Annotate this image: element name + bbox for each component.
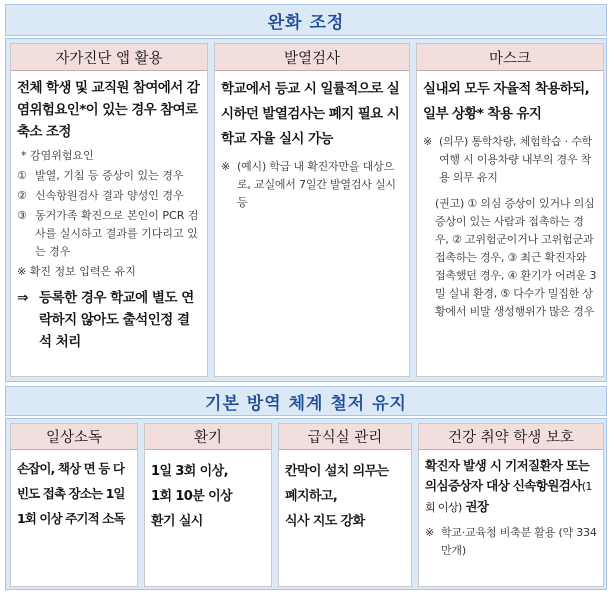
note-text: ※ 확진 정보 입력은 유지 bbox=[17, 265, 136, 278]
card-header: 마스크 bbox=[417, 44, 603, 71]
lead-text: 실내외 모두 자율적 착용하되, 일부 상황* 착용 유지 bbox=[423, 81, 590, 122]
lead-small: (1회 이상) bbox=[425, 480, 592, 514]
section-panel-relief bbox=[5, 38, 607, 382]
lead-part: 확진자 발생 시 기저질환자 또는 의심증상자 대상 신속항원검사 bbox=[425, 458, 590, 493]
item-marker: ① bbox=[17, 169, 27, 182]
item-text: 동거가족 확진으로 본인이 PCR 검사를 실시하고 결과를 기다리고 있는 경우 bbox=[35, 209, 199, 258]
note-marker: ※ bbox=[221, 160, 231, 173]
card-mask bbox=[416, 43, 604, 377]
body-line: 환기 실시 bbox=[151, 514, 203, 529]
card-header: 자가진단 앱 활용 bbox=[11, 44, 207, 71]
card-header: 환기 bbox=[145, 424, 271, 450]
note-text: (의무) 통학차량, 체험학습 · 수학여행 시 이용차량 내부의 경우 착용 의무 유지 bbox=[439, 135, 593, 184]
arrow-icon: ⇒ bbox=[17, 290, 28, 306]
section-panel-basic-quarantine bbox=[5, 418, 607, 590]
list-item bbox=[17, 207, 201, 261]
card-fever-check bbox=[214, 43, 410, 377]
item-text: 신속항원검사 결과 양성인 경우 bbox=[35, 189, 184, 202]
lead-part: 권장 bbox=[461, 499, 489, 514]
recommendation-text: (권고) ① 의심 증상이 있거나 의심 증상이 있는 사람과 접촉하는 경우, ② 고위험군이거나 고위험군과 접촉하는 경우, ③ 최근 확진자와 접촉했던 경우, ④ 환기가 어려운 3밀 실내 환경, ⑤ 다수가 밀집한 상황에서 비말 생성행위가 많은 경우 bbox=[435, 197, 597, 318]
conclusion-row bbox=[17, 287, 201, 353]
note-text: 학교·교육청 비축분 활용 (약 334만개) bbox=[441, 526, 597, 557]
lead-text bbox=[425, 456, 597, 518]
note-row bbox=[425, 524, 597, 560]
card-daily-disinfection bbox=[10, 423, 138, 587]
body-line: 칸막이 설치 의무는 bbox=[285, 464, 389, 479]
list-item bbox=[17, 167, 201, 185]
note-marker: ※ bbox=[425, 526, 435, 539]
card-header-text: 건강 취약 학생 보호 bbox=[448, 430, 574, 446]
section-title: 완화 조정 bbox=[267, 12, 345, 33]
item-text: 발열, 기침 등 증상이 있는 경우 bbox=[35, 169, 184, 182]
body-text: 손잡이, 책상 면 등 다빈도 접촉 장소는 1일 1회 이상 주기적 소독 bbox=[17, 461, 125, 526]
card-header: 발열검사 bbox=[215, 44, 409, 71]
card-vulnerable-students bbox=[418, 423, 604, 587]
card-header bbox=[419, 424, 603, 450]
section-banner-basic-quarantine bbox=[5, 386, 607, 416]
card-header: 일상소독 bbox=[11, 424, 137, 450]
section-title: 기본 방역 체계 철저 유지 bbox=[205, 393, 407, 414]
note-text: (예시) 학급 내 확진자만을 대상으로, 교실에서 7일간 발열검사 실시 등 bbox=[237, 160, 396, 209]
card-cafeteria bbox=[278, 423, 412, 587]
item-marker: ② bbox=[17, 189, 27, 202]
item-marker: ③ bbox=[17, 209, 27, 222]
note-row bbox=[423, 133, 597, 187]
card-self-diagnosis-app bbox=[10, 43, 208, 377]
card-header: 급식실 관리 bbox=[279, 424, 411, 450]
body-line: 폐지하고, bbox=[285, 489, 338, 504]
list-item bbox=[17, 187, 201, 205]
conclusion-text: 등록한 경우 학교에 별도 연락하지 않아도 출석인정 결석 처리 bbox=[39, 290, 194, 350]
note-marker: ※ bbox=[423, 135, 433, 148]
body-line: 1회 10분 이상 bbox=[151, 489, 233, 504]
note-title: * 감염위험요인 bbox=[21, 149, 94, 162]
card-ventilation bbox=[144, 423, 272, 587]
lead-text: 학교에서 등교 시 일률적으로 실시하던 발열검사는 폐지 필요 시 학교 자율 실시 가능 bbox=[221, 81, 400, 147]
lead-text: 전체 학생 및 교직원 참여에서 감염위험요인*이 있는 경우 참여로 축소 조정 bbox=[17, 80, 200, 140]
body-line: 식사 지도 강화 bbox=[285, 514, 365, 529]
note-row bbox=[221, 158, 403, 212]
section-banner-relief bbox=[5, 4, 607, 36]
body-line: 1일 3회 이상, bbox=[151, 464, 228, 479]
